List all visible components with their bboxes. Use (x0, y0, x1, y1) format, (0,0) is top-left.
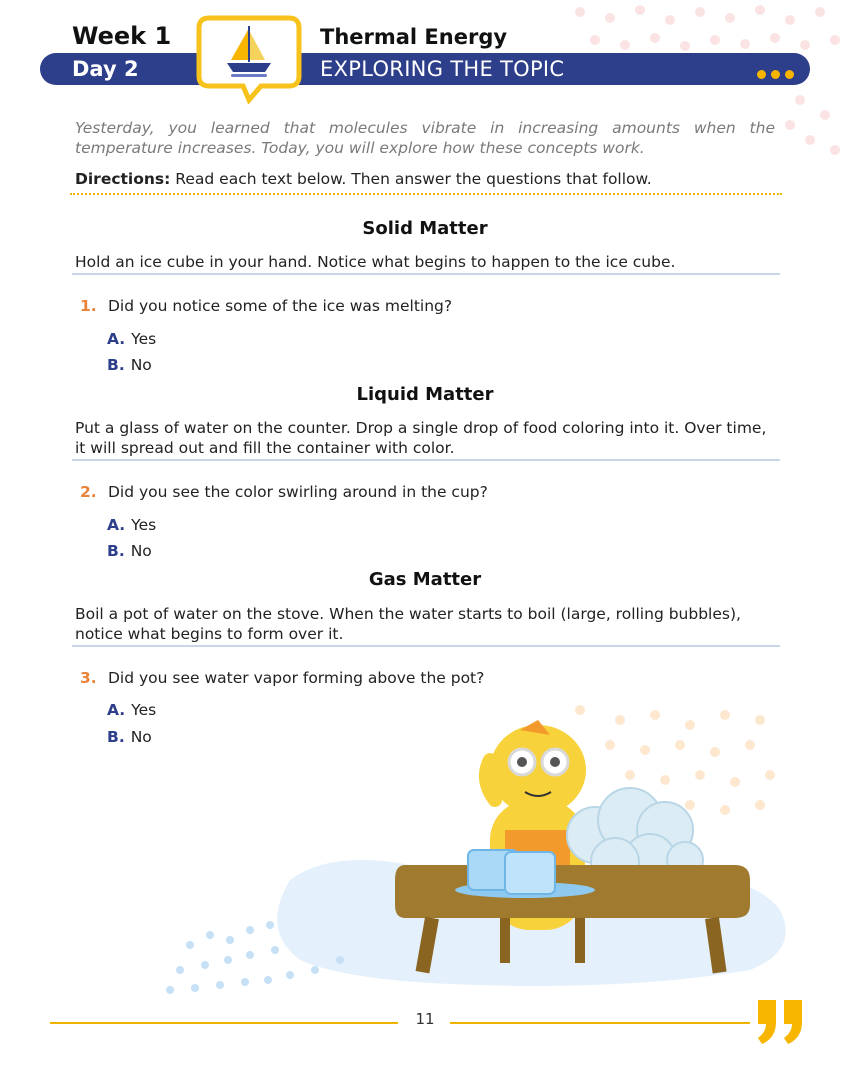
dinosaur-mascot-illustration (150, 690, 850, 1010)
option-text: Yes (131, 330, 157, 348)
question-text: Did you see water vapor forming above the pot? (108, 669, 485, 687)
closing-quote-icon (752, 992, 812, 1052)
intro-text: Yesterday, you learned that molecules vibrate in increasing amounts when the temperature increases. Today, you will explore how these concepts work. (75, 119, 775, 157)
option-1b[interactable] (107, 356, 152, 374)
directions-text: Read each text below. Then answer the questions that follow. (175, 170, 652, 188)
sailboat-icon (195, 14, 303, 104)
header-dots-icon (757, 64, 799, 83)
option-letter: A. (107, 516, 126, 534)
option-letter: B. (107, 356, 125, 374)
option-text: No (130, 356, 152, 374)
passage-gas: Boil a pot of water on the stove. When the water starts to boil (large, rolling bubbles), notice what begins to form over it. (75, 605, 741, 643)
section-title-solid: Solid Matter (362, 218, 488, 239)
question-1 (80, 297, 452, 315)
option-text: Yes (131, 516, 157, 534)
option-3a[interactable] (107, 701, 156, 719)
section-title-liquid: Liquid Matter (356, 384, 494, 405)
option-letter: B. (107, 728, 125, 746)
option-text: Yes (131, 701, 157, 719)
page-number: 11 (415, 1010, 435, 1028)
topic-title: Thermal Energy (320, 25, 508, 49)
passage-rule (72, 273, 780, 275)
option-2a[interactable] (107, 516, 156, 534)
week-label: Week 1 (72, 22, 172, 50)
passage-liquid: Put a glass of water on the counter. Drop a single drop of food coloring into it. Over time, it will spread out and fill the container with color. (75, 419, 767, 457)
passage-rule (72, 645, 780, 647)
directions (75, 170, 652, 188)
question-text: Did you notice some of the ice was melting? (108, 297, 453, 315)
option-text: No (130, 542, 152, 560)
option-letter: B. (107, 542, 125, 560)
option-2b[interactable] (107, 542, 152, 560)
day-label: Day 2 (72, 57, 139, 81)
passage-solid: Hold an ice cube in your hand. Notice what begins to happen to the ice cube. (75, 253, 676, 271)
question-text: Did you see the color swirling around in the cup? (108, 483, 488, 501)
question-3 (80, 669, 484, 687)
option-3b[interactable] (107, 728, 152, 746)
passage-rule (72, 459, 780, 461)
question-number: 1. (80, 297, 97, 315)
option-letter: A. (107, 701, 126, 719)
option-letter: A. (107, 330, 126, 348)
subtopic-title: EXPLORING THE TOPIC (320, 57, 565, 81)
dotted-divider (70, 193, 782, 195)
question-number: 3. (80, 669, 97, 687)
directions-label: Directions: (75, 170, 171, 188)
section-title-gas: Gas Matter (368, 569, 482, 590)
question-number: 2. (80, 483, 97, 501)
option-1a[interactable] (107, 330, 156, 348)
question-2 (80, 483, 488, 501)
option-text: No (130, 728, 152, 746)
